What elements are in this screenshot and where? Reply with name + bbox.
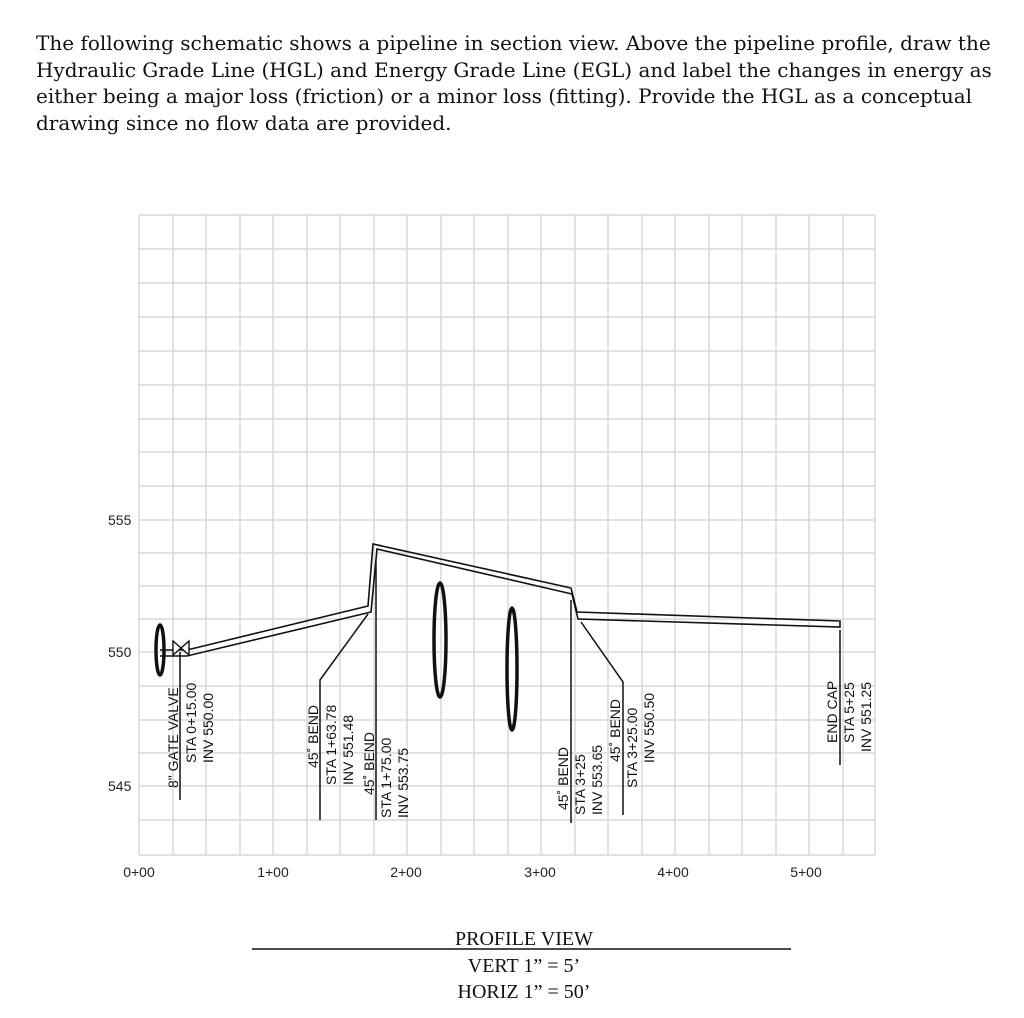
- callout-bend-4: [607, 693, 657, 788]
- callout-bend-2: [361, 732, 411, 818]
- callout-text: INV 551.25: [858, 681, 874, 752]
- callout-gate-valve: [165, 682, 216, 788]
- gate-valve-icon: [173, 641, 189, 655]
- callout-text: 45˚ BEND: [361, 731, 377, 795]
- callout-text: 8" GATE VALVE: [165, 687, 181, 788]
- callout-bend-3: [555, 745, 605, 815]
- y-tick-label: 550: [108, 644, 132, 660]
- x-tick-label: 1+00: [257, 864, 289, 880]
- x-tick-label: 0+00: [123, 864, 155, 880]
- callout-text: STA 5+25: [841, 682, 857, 743]
- x-tick-label: 4+00: [657, 864, 689, 880]
- callout-text: STA 1+63.78: [323, 704, 339, 785]
- callout-text: STA 3+25: [572, 754, 588, 815]
- callout-text: STA 0+15.00: [183, 682, 199, 763]
- callout-text: STA 3+25.00: [624, 707, 640, 788]
- y-tick-label: 555: [108, 512, 132, 528]
- section-ellipse: [507, 608, 517, 730]
- callout-text: INV 551.48: [340, 714, 356, 785]
- callout-text: INV 550.50: [641, 692, 657, 763]
- callout-bend-1: [305, 704, 356, 785]
- callout-text: INV 550.00: [200, 692, 216, 763]
- callout-text: INV 553.65: [589, 744, 605, 815]
- caption-horiz-scale: HORIZ 1” = 50’: [457, 981, 591, 1003]
- callout-text: END CAP: [824, 680, 840, 743]
- caption-vert-scale: VERT 1” = 5’: [467, 955, 581, 977]
- callout-text: 45˚ BEND: [607, 698, 623, 762]
- section-ellipse: [434, 583, 446, 697]
- callout-text: 45˚ BEND: [305, 704, 321, 768]
- problem-statement: The following schematic shows a pipeline in section view. Above the pipeline profile, draw the Hydraulic Grade Line (HGL) and Energy Grade Line (EGL) and label the changes in energy as either being a major loss (friction) or a minor loss (fitting). Provide the HGL as a conceptual drawing since no flow data are provided.: [36, 31, 992, 135]
- y-tick-label: 545: [108, 778, 132, 794]
- callout-end-cap: [824, 681, 874, 752]
- x-tick-label: 2+00: [390, 864, 422, 880]
- callout-text: 45˚ BEND: [555, 746, 571, 810]
- callout-text: INV 553.75: [395, 747, 411, 818]
- pipeline: [160, 544, 840, 656]
- leader-lines: [180, 562, 840, 823]
- grid: [139, 215, 875, 855]
- caption-title: PROFILE VIEW: [455, 928, 593, 950]
- x-tick-label: 3+00: [524, 864, 556, 880]
- callout-text: STA 1+75.00: [378, 737, 394, 818]
- x-tick-label: 5+00: [790, 864, 822, 880]
